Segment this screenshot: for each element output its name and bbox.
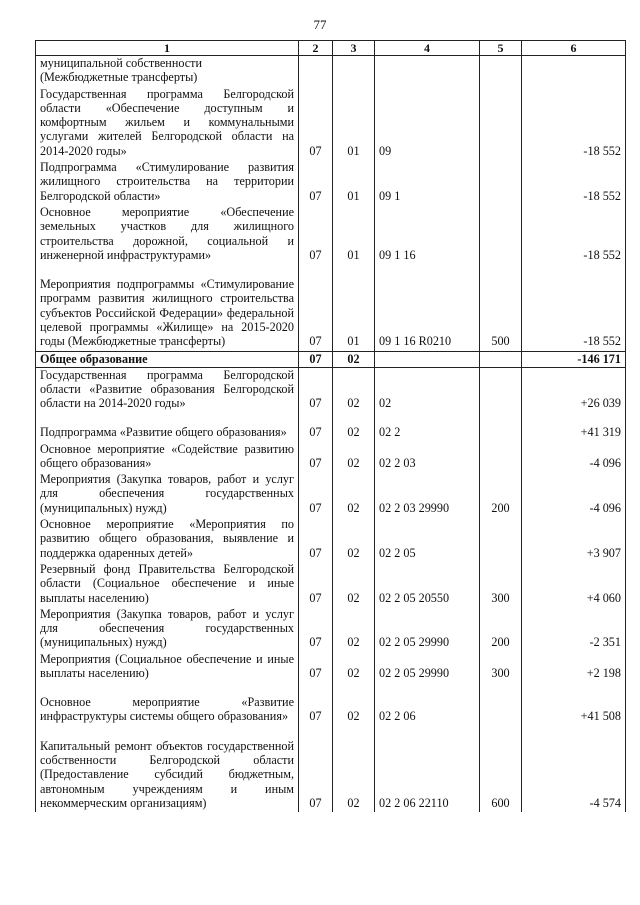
target-item-cell xyxy=(375,517,480,562)
subsection-code-cell xyxy=(333,607,375,652)
column-header: 2 xyxy=(299,41,333,56)
page-number: 77 xyxy=(313,17,327,32)
row-name-text: Основное мероприятие «Развитие инфраструктуры системы общего образования» xyxy=(40,694,294,723)
column-header: 4 xyxy=(375,41,480,56)
target-item-cell xyxy=(375,264,480,351)
table-header-row xyxy=(36,41,626,56)
table-row xyxy=(36,517,626,562)
subsection-code-text: 01 xyxy=(347,143,360,158)
subsection-code-text: 02 xyxy=(347,666,360,680)
target-item-text: 02 xyxy=(379,396,392,411)
section-code-cell xyxy=(299,264,333,351)
expense-type-text: 300 xyxy=(491,590,510,605)
section-code-text: 07 xyxy=(309,188,322,203)
row-name-cell xyxy=(36,264,299,351)
section-code-cell xyxy=(299,562,333,607)
expense-type-cell xyxy=(480,264,522,351)
target-item-text: 02 2 05 xyxy=(379,545,416,560)
row-name-cell xyxy=(36,442,299,473)
section-code-cell xyxy=(299,652,333,683)
target-item-cell xyxy=(375,367,480,412)
row-name-text: Капитальный ремонт объектов государственной собственности Белгородской области (Предоставление субсидий бюджетным, автономным учреждениям и иным некоммерческим организациям) xyxy=(40,738,294,810)
target-item-cell xyxy=(375,87,480,160)
amount-text: -18 552 xyxy=(583,334,621,349)
expense-type-cell xyxy=(480,725,522,812)
row-name-text: Мероприятия (Закупка товаров, работ и услуг для обеспечения государственных (муниципальных) нужд) xyxy=(40,606,294,650)
amount-cell xyxy=(522,351,626,367)
amount-text: +41 508 xyxy=(580,709,621,723)
row-name-text: Подпрограмма «Стимулирование развития жилищного строительства на территории Белгородской области» xyxy=(40,160,294,203)
subsection-code-cell xyxy=(333,205,375,264)
expense-type-cell xyxy=(480,87,522,160)
amount-cell xyxy=(522,87,626,160)
amount-text: -18 552 xyxy=(583,247,621,262)
row-name-cell xyxy=(36,87,299,160)
amount-cell xyxy=(522,607,626,652)
section-code-text: 07 xyxy=(309,666,322,680)
amount-text: -4 096 xyxy=(589,455,621,470)
subsection-code-text: 01 xyxy=(347,334,360,349)
section-row xyxy=(36,351,626,367)
amount-cell xyxy=(522,367,626,412)
section-code-cell xyxy=(299,682,333,725)
subsection-code-cell xyxy=(333,562,375,607)
section-code-text: 07 xyxy=(309,590,322,605)
expense-type-cell xyxy=(480,442,522,473)
row-name-text: Основное мероприятие «Обеспечение земельных участков для жилищного строительства дорожной, социальной и инженерной инфраструктурами» xyxy=(40,204,294,262)
section-code-cell xyxy=(299,87,333,160)
row-name-cell xyxy=(36,607,299,652)
subsection-code-cell xyxy=(333,351,375,367)
row-name-text: Общее образование xyxy=(40,352,148,367)
row-name-cell xyxy=(36,682,299,725)
amount-text: +41 319 xyxy=(580,425,621,440)
amount-text: -2 351 xyxy=(589,635,621,650)
amount-cell xyxy=(522,472,626,517)
expense-type-text: 500 xyxy=(491,334,510,349)
row-name-text: Мероприятия подпрограммы «Стимулирование программ развития жилищного строительства субъектов Российской Федерации» федеральной целевой программы «Жилище» на 2015-2020 годы (Межбюджетные трансферты) xyxy=(40,277,294,349)
subsection-code-text: 02 xyxy=(347,545,360,560)
expense-type-cell xyxy=(480,652,522,683)
amount-cell xyxy=(522,264,626,351)
amount-cell xyxy=(522,652,626,683)
table-row xyxy=(36,87,626,160)
amount-cell xyxy=(522,56,626,87)
row-name-cell xyxy=(36,725,299,812)
amount-text: -18 552 xyxy=(583,188,621,203)
section-code-text: 07 xyxy=(309,709,322,723)
table-row xyxy=(36,652,626,683)
amount-cell xyxy=(522,160,626,205)
subsection-code-text: 02 xyxy=(347,709,360,723)
section-code-text: 07 xyxy=(309,796,322,810)
expense-type-cell xyxy=(480,205,522,264)
row-name-cell xyxy=(36,562,299,607)
section-code-cell xyxy=(299,442,333,473)
row-name-text: Мероприятия (Социальное обеспечение и иные выплаты населению) xyxy=(40,651,294,680)
column-header: 5 xyxy=(480,41,522,56)
section-code-cell xyxy=(299,472,333,517)
section-code-text: 07 xyxy=(309,425,322,440)
section-code-cell xyxy=(299,160,333,205)
row-name-cell xyxy=(36,160,299,205)
column-header: 1 xyxy=(36,41,299,56)
row-name-text: Резервный фонд Правительства Белгородской области (Социальное обеспечение и иные выплаты населению) xyxy=(40,561,294,605)
row-name-cell xyxy=(36,517,299,562)
section-code-cell xyxy=(299,725,333,812)
table-body xyxy=(36,56,626,813)
section-code-cell xyxy=(299,351,333,367)
expense-type-cell xyxy=(480,517,522,562)
budget-table xyxy=(35,40,626,812)
amount-cell xyxy=(522,413,626,442)
amount-text: +26 039 xyxy=(580,396,621,411)
target-item-text: 09 1 16 xyxy=(379,247,416,262)
row-name-text: Государственная программа Белгородской области «Обеспечение доступным и комфортным жильем и коммунальными услугами жителей Белгородской области на 2014-2020 годы» xyxy=(40,86,294,158)
subsection-code-cell xyxy=(333,725,375,812)
target-item-cell xyxy=(375,413,480,442)
row-name-text: Основное мероприятие «Содействие развитию общего образования» xyxy=(40,441,294,470)
subsection-code-text: 02 xyxy=(347,635,360,650)
expense-type-cell xyxy=(480,367,522,412)
section-code-text: 07 xyxy=(309,635,322,650)
row-name-cell xyxy=(36,367,299,412)
subsection-code-text: 01 xyxy=(347,247,360,262)
expense-type-text: 600 xyxy=(491,796,510,810)
target-item-cell xyxy=(375,607,480,652)
subsection-code-cell xyxy=(333,652,375,683)
expense-type-cell xyxy=(480,413,522,442)
section-code-text: 07 xyxy=(309,455,322,470)
subsection-code-cell xyxy=(333,517,375,562)
subsection-code-text: 02 xyxy=(347,425,360,440)
target-item-text: 09 1 xyxy=(379,188,401,203)
target-item-cell xyxy=(375,472,480,517)
row-name-text: Государственная программа Белгородской области «Развитие образования Белгородской области на 2014-2020 годы» xyxy=(40,367,294,411)
subsection-code-text: 01 xyxy=(347,188,360,203)
section-code-text: 07 xyxy=(309,334,322,349)
table-row xyxy=(36,264,626,351)
column-header: 6 xyxy=(522,41,626,56)
target-item-text: 02 2 06 xyxy=(379,709,416,723)
target-item-cell xyxy=(375,652,480,683)
row-name-cell xyxy=(36,472,299,517)
table-row xyxy=(36,472,626,517)
subsection-code-cell xyxy=(333,367,375,412)
subsection-code-text: 02 xyxy=(347,396,360,411)
row-name-cell xyxy=(36,205,299,264)
amount-text: -18 552 xyxy=(583,143,621,158)
subsection-code-cell xyxy=(333,413,375,442)
amount-text: +3 907 xyxy=(586,545,621,560)
row-name-cell xyxy=(36,652,299,683)
table-row xyxy=(36,562,626,607)
amount-cell xyxy=(522,682,626,725)
amount-cell xyxy=(522,442,626,473)
table-row xyxy=(36,442,626,473)
target-item-cell xyxy=(375,725,480,812)
table-row xyxy=(36,367,626,412)
amount-text: -4 574 xyxy=(589,796,621,810)
subsection-code-cell xyxy=(333,56,375,87)
amount-cell xyxy=(522,205,626,264)
expense-type-cell xyxy=(480,472,522,517)
target-item-text: 02 2 xyxy=(379,425,401,440)
target-item-cell xyxy=(375,562,480,607)
target-item-text: 02 2 05 29990 xyxy=(379,635,450,650)
expense-type-text: 200 xyxy=(491,500,510,515)
target-item-text: 09 1 16 R0210 xyxy=(379,334,452,349)
section-code-cell xyxy=(299,413,333,442)
row-name-text: Мероприятия (Закупка товаров, работ и услуг для обеспечения государственных (муниципальных) нужд) xyxy=(40,472,294,515)
section-code-text: 07 xyxy=(309,545,322,560)
column-header: 3 xyxy=(333,41,375,56)
target-item-text: 02 2 06 22110 xyxy=(379,796,449,810)
table-row xyxy=(36,205,626,264)
table-row xyxy=(36,413,626,442)
target-item-cell xyxy=(375,351,480,367)
subsection-code-cell xyxy=(333,472,375,517)
section-code-text: 07 xyxy=(309,352,322,367)
row-name-text: муниципальной собственности (Межбюджетные трансферты) xyxy=(40,56,202,85)
subsection-code-text: 02 xyxy=(347,352,360,367)
section-code-cell xyxy=(299,517,333,562)
expense-type-cell xyxy=(480,682,522,725)
expense-type-cell xyxy=(480,562,522,607)
subsection-code-text: 02 xyxy=(347,590,360,605)
table-row xyxy=(36,56,626,87)
amount-text: -4 096 xyxy=(589,500,621,515)
subsection-code-cell xyxy=(333,682,375,725)
expense-type-cell xyxy=(480,160,522,205)
target-item-cell xyxy=(375,56,480,87)
subsection-code-cell xyxy=(333,87,375,160)
amount-text: -146 171 xyxy=(577,352,621,367)
expense-type-text: 200 xyxy=(491,635,510,650)
section-code-cell xyxy=(299,607,333,652)
amount-cell xyxy=(522,562,626,607)
row-name-text: Подпрограмма «Развитие общего образования» xyxy=(40,425,287,440)
row-name-cell xyxy=(36,351,299,367)
amount-text: +4 060 xyxy=(586,590,621,605)
target-item-cell xyxy=(375,682,480,725)
target-item-cell xyxy=(375,160,480,205)
expense-type-cell xyxy=(480,56,522,87)
subsection-code-cell xyxy=(333,160,375,205)
target-item-text: 02 2 05 20550 xyxy=(379,590,450,605)
amount-cell xyxy=(522,725,626,812)
target-item-cell xyxy=(375,442,480,473)
target-item-text: 09 xyxy=(379,143,392,158)
section-code-text: 07 xyxy=(309,500,322,515)
table-row xyxy=(36,607,626,652)
section-code-text: 07 xyxy=(309,143,322,158)
amount-text: +2 198 xyxy=(586,666,621,680)
section-code-cell xyxy=(299,56,333,87)
section-code-cell xyxy=(299,205,333,264)
table-row xyxy=(36,160,626,205)
target-item-text: 02 2 05 29990 xyxy=(379,666,450,680)
table-row xyxy=(36,682,626,725)
subsection-code-text: 02 xyxy=(347,500,360,515)
subsection-code-cell xyxy=(333,264,375,351)
subsection-code-cell xyxy=(333,442,375,473)
subsection-code-text: 02 xyxy=(347,796,360,810)
expense-type-cell xyxy=(480,607,522,652)
expense-type-text: 300 xyxy=(491,666,510,680)
subsection-code-text: 02 xyxy=(347,455,360,470)
row-name-cell xyxy=(36,413,299,442)
section-code-cell xyxy=(299,367,333,412)
target-item-text: 02 2 03 xyxy=(379,455,416,470)
row-name-cell xyxy=(36,56,299,87)
row-name-text: Основное мероприятие «Мероприятия по развитию общего образования, выявление и поддержка одаренных детей» xyxy=(40,517,294,560)
amount-cell xyxy=(522,517,626,562)
expense-type-cell xyxy=(480,351,522,367)
section-code-text: 07 xyxy=(309,247,322,262)
table-row xyxy=(36,725,626,812)
target-item-cell xyxy=(375,205,480,264)
section-code-text: 07 xyxy=(309,396,322,411)
target-item-text: 02 2 03 29990 xyxy=(379,500,450,515)
